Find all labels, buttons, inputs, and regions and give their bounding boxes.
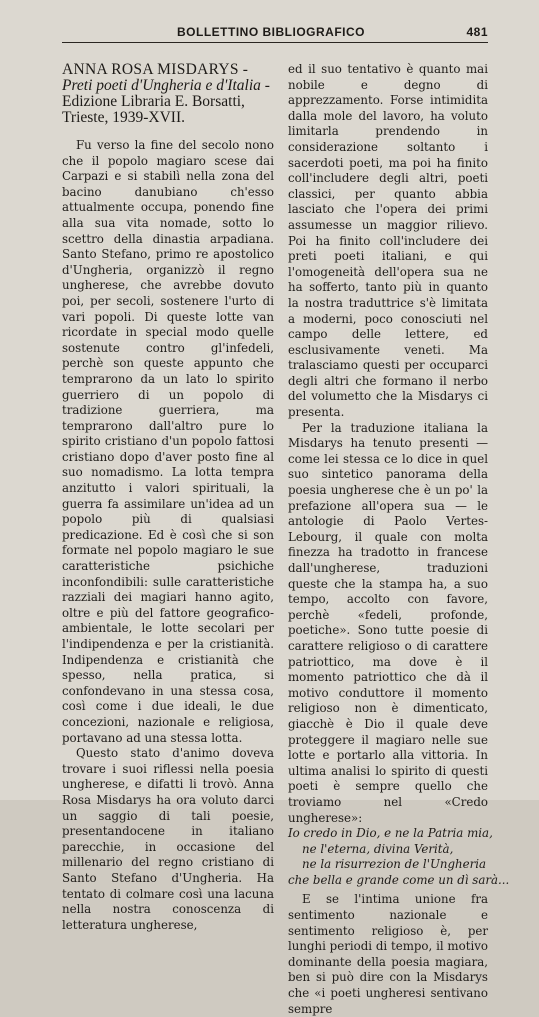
body-paragraph: Questo stato d'animo doveva trovare i suoi riflessi nella poesia ungherese, e difatti li trovò. Anna Rosa Misdarys ha ora voluto darci un saggio di tali poesie, presentandocene in italiano parecchie, in occasione del millenario del regno cristiano di Santo Stefano d'Ungheria. Ha tentato di colmare così una lacuna nella nostra conoscenza di letteratura ungherese, — [62, 746, 274, 932]
page-number: 481 — [466, 25, 488, 39]
page-header — [62, 20, 488, 43]
verse-line: Io credo in Dio, e ne la Patria mia, — [288, 826, 493, 841]
left-column — [62, 62, 274, 933]
running-title: BOLLETTINO BIBLIOGRAFICO — [177, 25, 365, 39]
verse-quote — [288, 826, 510, 888]
verse-line: che bella e grande come un dì sarà... — [288, 872, 510, 887]
review-publisher: - Edizione Libraria E. Borsatti, Trieste, 1939-XVII. — [62, 77, 270, 126]
review-book-title: poeti d'Ungheria e d'Italia — [96, 77, 261, 94]
body-paragraph: Per la traduzione italiana la Misdarys ha tenuto presenti — come lei stessa ce lo dice in quel suo sintetico panorama della poesia ungherese che è un po' la prefazione all'opera sua — le antologie di Paolo Vertes-Lebourg, il quale con molta finezza ha tradotto in francese dall'ungherese, traduzioni queste che la stampa ha, a suo tempo, accolto con favore, perchè «fedeli, profonde, poetiche». Sono tutte poesie di carattere religioso o di carattere patriottico, ma dove è il momento patriottico che dà il motivo conduttore il momento religioso non è dimenticato, giacchè è Dio il quale deve proteggere il magiaro nelle sue lotte e portarlo alla vittoria. In ultima analisi lo spirito di questi poeti è sempre quello che troviamo nel «Credo ungherese»: — [288, 420, 488, 825]
body-paragraph: E se l'intima unione fra sentimento nazionale e sentimento religioso è, per lunghi periodi di tempo, il motivo dominante della poesia magiara, ben si può dire con la Misdarys che «i poeti ungheresi sentivano sempre — [288, 892, 488, 1016]
review-title-part1: - Preti — [62, 61, 248, 94]
review-heading — [62, 62, 274, 126]
body-paragraph: ed il suo tentativo è quanto mai nobile e degno di apprezzamento. Forse intimidita dalla mole del lavoro, ha voluto limitarla prendendo in considerazione soltanto i sacerdoti poeti, ma poi ha finito coll'includere degli altri, poeti classici, per quanto abbia lasciato che l'opera dei primi assumesse un maggior rilievo. Poi ha finito coll'includere dei preti poeti italiani, e qui l'omogeneità dell'opera sua ne ha sofferto, tanto più in quanto la nostra traduttrice s'è limitata a moderni, poco conosciuti nel campo delle lettere, ed esclusivamente veneti. Ma tralasciamo questi per occuparci degli altri che formano il nerbo del volumetto che la Misdarys ci presenta. — [288, 62, 488, 420]
verse-line: ne l'eterna, divina Verità, — [302, 841, 454, 856]
right-column — [288, 62, 510, 1017]
body-paragraph: Fu verso la fine del secolo nono che il popolo magiaro scese dai Carpazi e si stabilì nella zona del bacino danubiano ch'esso attualmente occupa, ponendo fine alla sua vita nomade, sotto lo scettro della dinastia arpadiana. Santo Stefano, primo re apostolico d'Ungheria, organizzò il regno ungherese, che avrebbe dovuto poi, per secoli, sostenere l'urto di vari popoli. Di queste lotte van ricordate in special modo quelle sostenute contro gl'infedeli, perchè son queste appunto che temprarono da un lato lo spirito guerriero di un popolo di tradizione guerriera, ma temprarono dall'altro pure lo spirito cristiano d'un popolo fattosi cristiano dopo d'aver posto fine al suo nomadismo. La lotta tempra anzitutto i valori spirituali, la guerra fa assimilare un'idea ad un popolo più di qualsiasi predicazione. Ed è così che si son formate nel popolo magiaro le sue caratteristiche psichiche inconfondibili: sulle caratteristiche razziali dei magiari hanno agito, oltre e più del fattore geografico-ambientale, le lotte secolari per l'indipendenza e per la cristianità. Indipendenza e cristianità che spesso, nella pratica, si confondevano in una stessa cosa, così come i due ideali, le due concezioni, nazionale e religiosa, portavano ad una stessa lotta. — [62, 138, 274, 745]
verse-line: ne la risurrezion de l'Ungheria — [302, 857, 487, 872]
review-author: ANNA ROSA MISDARYS — [62, 61, 239, 78]
